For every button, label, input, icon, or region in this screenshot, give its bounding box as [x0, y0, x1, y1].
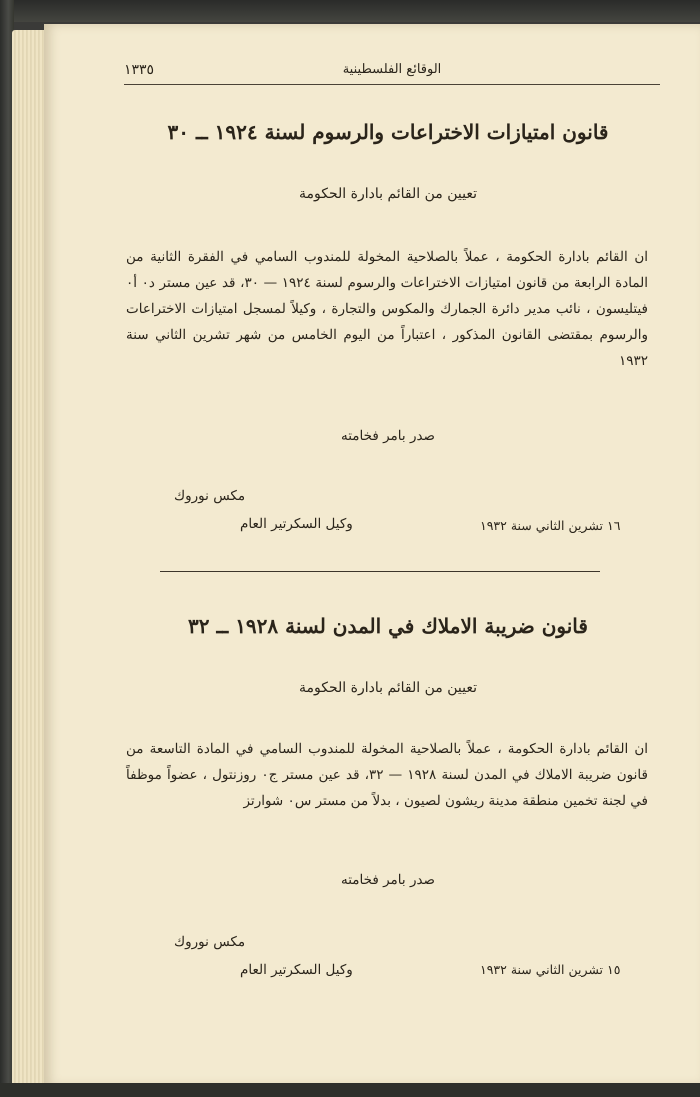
- page-number: ١٣٣٥: [124, 62, 155, 78]
- notice-title: قانون ضريبة الاملاك في المدن لسنة ١٩٢٨ ــ ٣٢: [188, 614, 588, 638]
- signatory-title: وكيل السكرتير العام: [240, 516, 353, 532]
- page-header: [124, 62, 660, 85]
- notice-date: ١٦ تشرين الثاني سنة ١٩٣٢: [480, 518, 621, 533]
- notice-subtitle: تعيين من القائم بادارة الحكومة: [299, 186, 477, 202]
- notice-body: ان القائم بادارة الحكومة ، عملاً بالصلاحية المخولة للمندوب السامي في المادة التاسعة من قانون ضريبة الاملاك في المدن لسنة ١٩٢٨ — ٣٢، قد عين مستر ج٠ روزنتول ، عضواً موظفاً في لجنة تخمين منطقة مدينة ريشون لصيون ، بدلاً من مستر س٠ شوارتز: [126, 741, 648, 809]
- book-cover-bottom: [0, 1083, 700, 1097]
- document-page: [44, 24, 700, 1086]
- notice-body: ان القائم بادارة الحكومة ، عملاً بالصلاحية المخولة للمندوب السامي في الفقرة الثانية من المادة الرابعة من قانون امتيازات الاختراعات والرسوم لسنة ١٩٢٤ — ٣٠، قد عين مستر د٠ أ٠ فيتليسون ، نائب مدير دائرة الجمارك والمكوس والتجارة ، وكيلاً لمسجل امتيازات الاختراعات والرسوم بمقتضى القانون المذكور ، اعتباراً من اليوم الخامس من شهر تشرين الثاني سنة ١٩٣٢: [126, 249, 648, 369]
- signatory-title: وكيل السكرتير العام: [240, 962, 353, 978]
- by-order-line: صدر بامر فخامته: [340, 428, 436, 444]
- signatory-name: مكس نوروك: [174, 934, 246, 950]
- journal-title: الوقائع الفلسطينية: [342, 62, 442, 77]
- by-order-line: صدر بامر فخامته: [340, 872, 436, 888]
- section-divider: [160, 571, 600, 572]
- notice-title: قانون امتيازات الاختراعات والرسوم لسنة ١٩٢٤ ــ ٣٠: [167, 120, 609, 144]
- notice-date: ١٥ تشرين الثاني سنة ١٩٣٢: [480, 962, 621, 977]
- signatory-name: مكس نوروك: [174, 488, 246, 504]
- notice-subtitle: تعيين من القائم بادارة الحكومة: [299, 680, 477, 696]
- book-cover-top: [0, 0, 700, 22]
